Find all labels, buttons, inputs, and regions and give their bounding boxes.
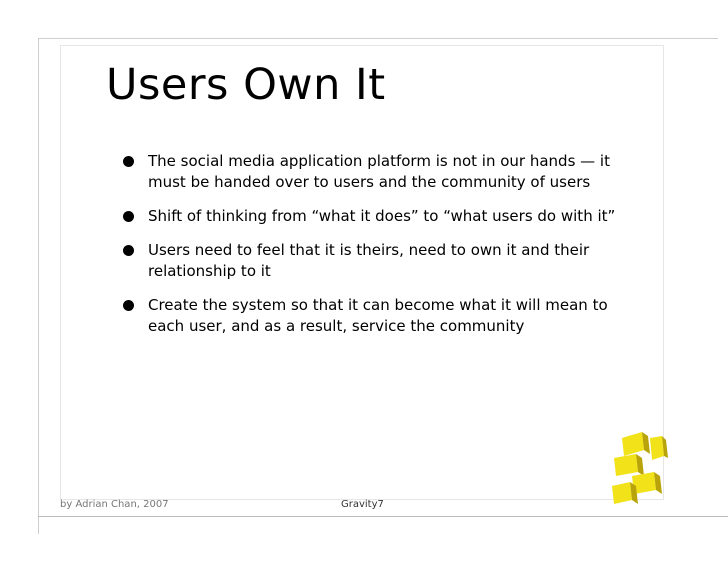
bullet-item: [112, 206, 632, 227]
gravity7-logo-icon: [608, 428, 670, 510]
footer-divider: [38, 516, 728, 517]
bullet-text: Shift of thinking from “what it does” to “what users do with it”: [148, 207, 616, 225]
bullet-text: Create the system so that it can become what it will mean to each user, and as a result, service the community: [148, 296, 608, 335]
bullet-item: [112, 240, 632, 282]
bullet-text: The social media application platform is not in our hands — it must be handed over to users and the community of users: [148, 152, 610, 191]
bullet-item: [112, 151, 632, 193]
footer-author: by Adrian Chan, 2007: [60, 499, 169, 510]
slide-title: Users Own It: [106, 60, 386, 110]
bullet-dot-icon: [123, 245, 134, 256]
bullet-list: [112, 151, 632, 350]
bullet-text: Users need to feel that it is theirs, need to own it and their relationship to it: [148, 241, 590, 280]
bullet-dot-icon: [123, 211, 134, 222]
bullet-item: [112, 295, 632, 337]
bullet-dot-icon: [123, 156, 134, 167]
footer-brand: Gravity7: [341, 499, 384, 510]
bullet-dot-icon: [123, 300, 134, 311]
